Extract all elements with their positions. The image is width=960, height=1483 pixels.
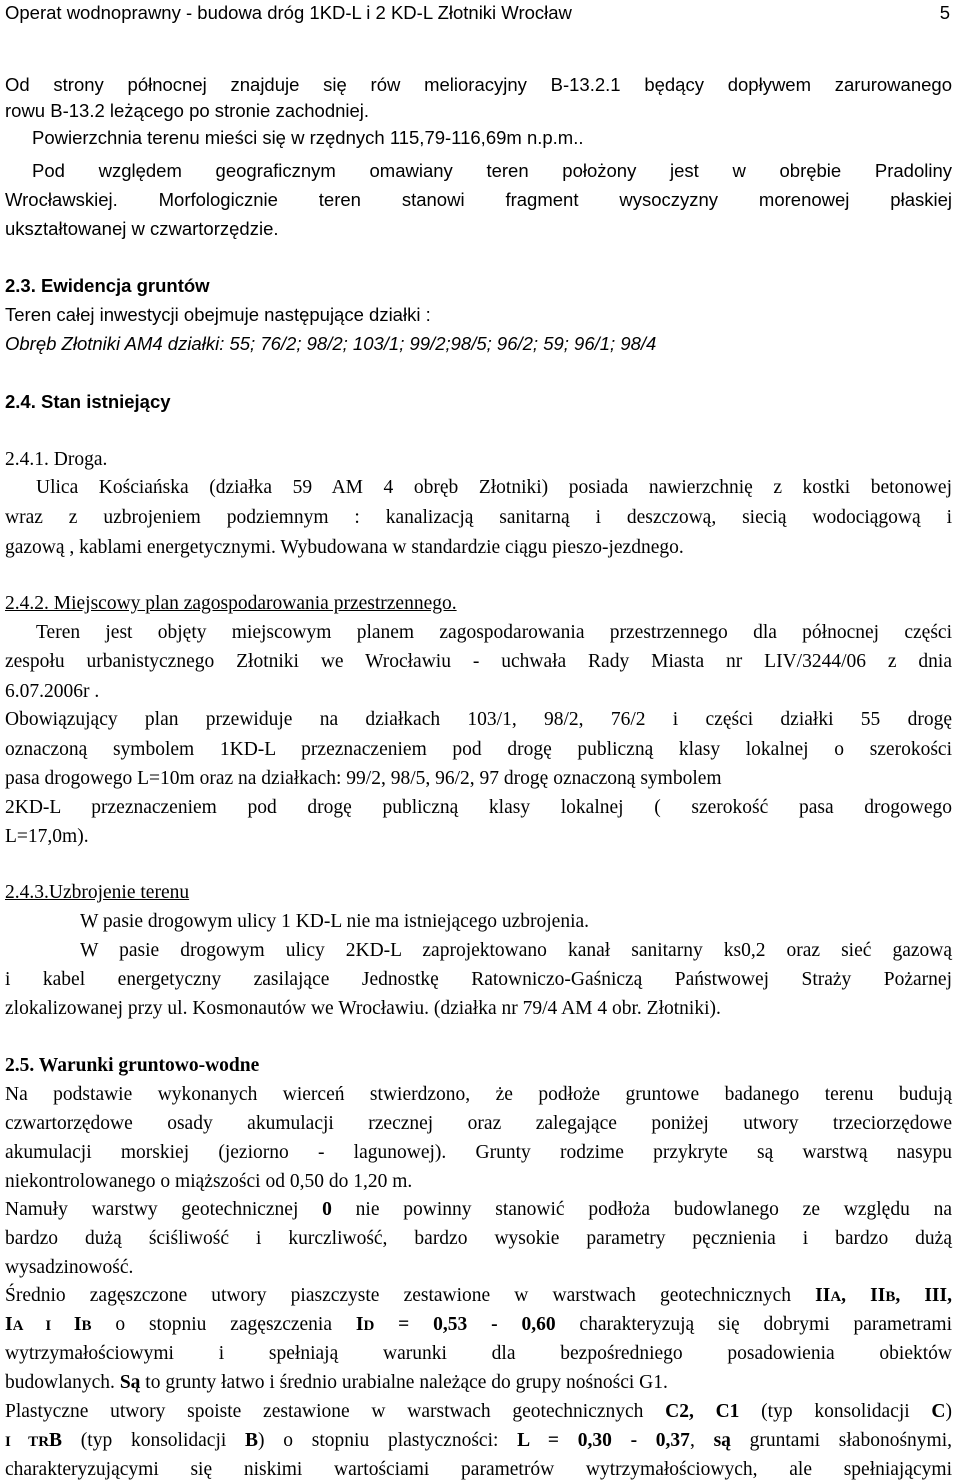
s25-line-9-tail: charakteryzują się dobrymi parametrami xyxy=(555,1314,953,1335)
s25-line-5c: nie powinny stanowić podłoża budowlanego ze względu na xyxy=(331,1199,953,1220)
s242-line-3: 6.07.2006r . xyxy=(5,681,100,702)
running-header: Operat wodnoprawny - budowa dróg 1KD-L i 2 KD-L Złotniki Wrocław xyxy=(5,2,572,23)
s25-layer-iia: IIA, IIB, III, xyxy=(815,1285,952,1306)
s25-line-9 xyxy=(5,1312,952,1339)
heading-2-4: 2.4. Stan istniejący xyxy=(5,391,171,412)
heading-2-4-2: 2.4.2. Miejscowy plan zagospodarowania przestrzennego. xyxy=(5,593,457,614)
s25-line-5a: Namuły warstwy geotechnicznej xyxy=(5,1199,323,1220)
s241-line-1: Ulica Kościańska (działka 59 AM 4 obręb Złotniki) posiada nawierzchnię z kostki betonowej xyxy=(36,477,952,498)
s25-line-10: wytrzymałościowymi i spełniają warunki dla bezpośredniego posadowienia obiektów xyxy=(5,1343,952,1364)
s25-line-8 xyxy=(5,1283,952,1310)
s25-line-5 xyxy=(5,1197,952,1223)
s25-line-2: czwartorzędowe osady akumulacji rzecznej oraz zalegające poniżej utwory trzeciorzędowe xyxy=(5,1113,952,1134)
s243-line-2: W pasie drogowym ulicy 2KD-L zaprojektowano kanał sanitarny ks0,2 oraz sieć gazową xyxy=(80,940,952,961)
intro-line-1: Od strony północnej znajduje się rów melioracyjny B-13.2.1 będący dopływem zarurowanego xyxy=(5,74,952,95)
s25-line-1: Na podstawie wykonanych wierceń stwierdzono, że podłoże gruntowe badanego terenu budują xyxy=(5,1084,952,1105)
s23-line-1: Teren całej inwestycji obejmuje następujące działki : xyxy=(5,304,431,325)
s242-line-1: Teren jest objęty miejscowym planem zagospodarowania przestrzennego dla północnej części xyxy=(36,622,952,643)
s25-and: I xyxy=(22,1318,74,1334)
intro-line-6: ukształtowanej w czwartorzędzie. xyxy=(5,218,279,239)
s242-line-4: Obowiązujący plan przewiduje na działkach 103/1, 98/2, 76/2 i części działki 55 drogę xyxy=(5,709,952,730)
s243-line-1: W pasie drogowym ulicy 1 KD-L nie ma istniejącego uzbrojenia. xyxy=(80,911,590,932)
s23-parcels-line: Obręb Złotniki AM4 działki: 55; 76/2; 98/2; 103/1; 99/2;98/5; 96/2; 59; 96/1; 98/4 xyxy=(5,333,657,354)
s25-line-6: bardzo dużą ściśliwość i kurczliwość, bardzo wysokie parametry pęcznienia i bardzo dużą xyxy=(5,1228,952,1249)
s25-line-8a: Średnio zagęszczone utwory piaszczyste zestawione w warstwach geotechnicznych xyxy=(5,1285,816,1306)
heading-2-4-1: 2.4.1. Droga. xyxy=(5,449,108,470)
heading-2-3: 2.3. Ewidencja gruntów xyxy=(5,275,210,296)
s25-line-4: niekontrolowanego o miąższości od 0,50 do 1,20 m. xyxy=(5,1171,413,1192)
page-number: 5 xyxy=(939,2,950,23)
heading-2-5: 2.5. Warunki gruntowo-wodne xyxy=(5,1055,260,1076)
s25-layer-ib: IB xyxy=(73,1314,92,1335)
heading-2-4-3: 2.4.3.Uzbrojenie terenu xyxy=(5,882,190,903)
intro-line-4: Pod względem geograficznym omawiany teren położony jest w obrębie Pradoliny xyxy=(32,160,952,181)
s25-line-13: I TRB (typ konsolidacji B) o stopniu plastyczności: L = 0,30 - 0,37, są gruntami słabonośnymi, xyxy=(5,1430,953,1451)
s242-line-7: 2KD-L przeznaczeniem pod drogę publiczną klasy lokalnej ( szerokość pasa drogowego xyxy=(5,797,952,818)
s25-line-7: wysadzinowość. xyxy=(5,1257,134,1278)
s242-line-2: zespołu urbanistycznego Złotniki we Wrocławiu - uchwała Rady Miasta nr LIV/3244/06 z dnia xyxy=(5,651,952,672)
s243-line-3: i kabel energetyczny zasilające Jednostkę Ratowniczo-Gaśniczą Państwowej Straży Pożarnej xyxy=(5,969,952,990)
s242-line-8: L=17,0m). xyxy=(5,826,89,847)
s241-line-2: wraz z uzbrojeniem podziemnym : kanalizacją sanitarną i deszczową, siecią wodociągową i xyxy=(5,507,952,528)
s241-line-3: gazową , kablami energetycznymi. Wybudowana w standardzie ciągu pieszo-jezdnego. xyxy=(5,537,684,558)
intro-line-5: Wrocławskiej. Morfologicznie teren stanowi fragment wysoczyzny morenowej płaskiej xyxy=(5,189,952,210)
s242-line-6: pasa drogowego L=10m oraz na działkach: 99/2, 98/5, 96/2, 97 drogę oznaczoną symbolem xyxy=(5,768,722,789)
s25-line-14: charakteryzującymi się niskimi wartościami parametrów wytrzymałościowych, ale spełniającymi xyxy=(5,1459,952,1480)
intro-line-2: rowu B-13.2 leżącego po stronie zachodniej. xyxy=(5,100,370,121)
s25-line-5-layer-zero: 0 xyxy=(322,1199,332,1220)
s243-line-4: zlokalizowanej przy ul. Kosmonautów we Wrocławiu. (działka nr 79/4 AM 4 obr. Złotniki). xyxy=(5,998,721,1019)
s25-density-index: ID = 0,53 - 0,60 xyxy=(355,1314,556,1335)
s25-line-9-text: o stopniu zagęszczenia xyxy=(91,1314,356,1335)
s25-line-12: Plastyczne utwory spoiste zestawione w warstwach geotechnicznych C2, C1 (typ konsolidacji C) xyxy=(5,1401,953,1422)
s25-line-11: budowlanych. Są to grunty łatwo i średnio urabialne należące do grupy nośności G1. xyxy=(5,1372,668,1393)
s25-line-3: akumulacji morskiej (jeziorno - lagunowej). Grunty rodzime przykryte są warstwą nasypu xyxy=(5,1142,952,1163)
s242-line-5: oznaczoną symbolem 1KD-L przeznaczeniem pod drogę publiczną klasy lokalnej o szerokości xyxy=(5,739,952,760)
intro-line-3: Powierzchnia terenu mieści się w rzędnych 115,79-116,69m n.p.m.. xyxy=(32,127,584,148)
s25-layer-ia: IA xyxy=(5,1314,23,1335)
